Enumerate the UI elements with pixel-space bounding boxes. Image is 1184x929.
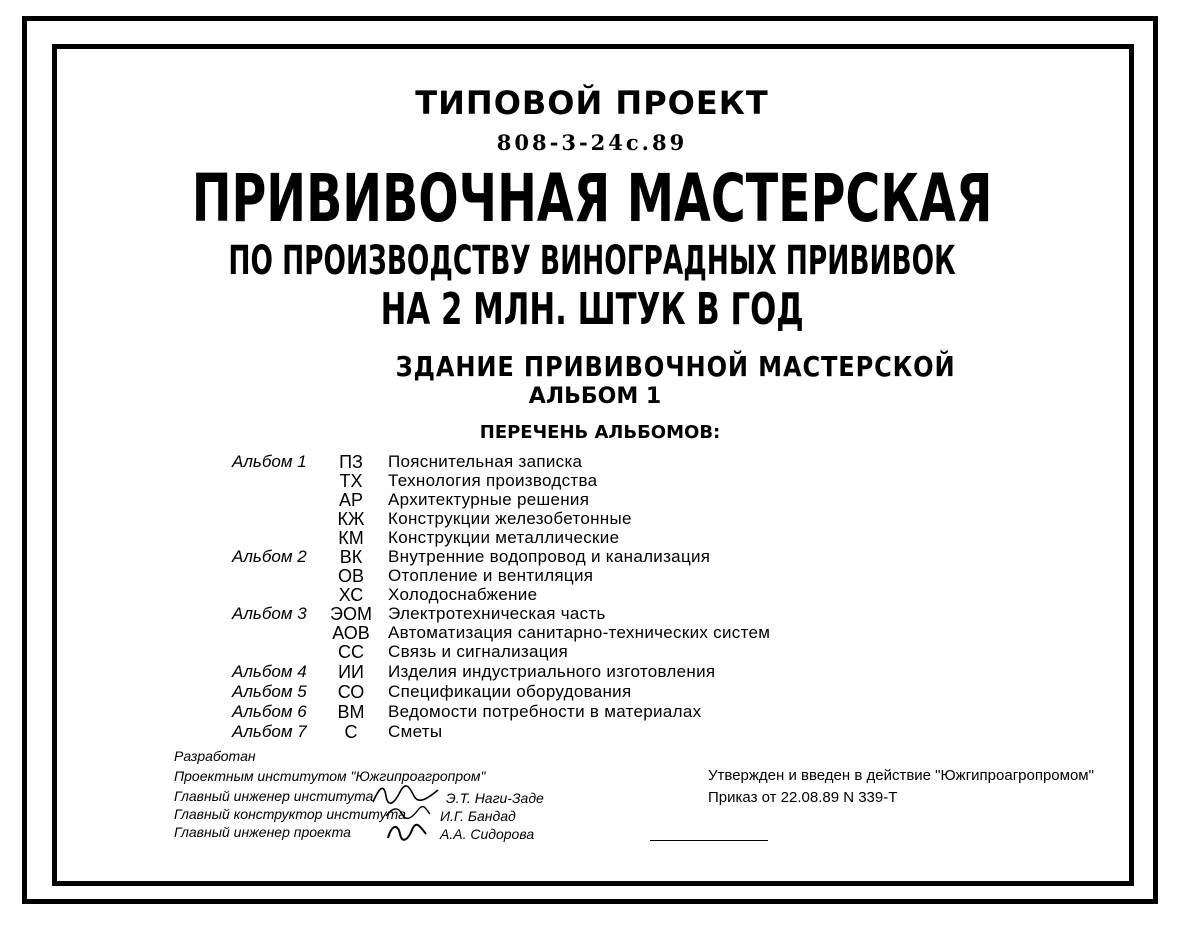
project-number: 808-3-24с.89 — [496, 130, 688, 155]
subtitle-line-1: ПО ПРОИЗВОДСТВУ ВИНОГРАДНЫХ ПРИВИВОК — [228, 238, 956, 284]
section-code: ТХ — [339, 471, 363, 491]
album-number: Альбом 1 — [232, 452, 307, 471]
section-title: Архитектурные решения — [388, 490, 590, 509]
section-title: Электротехническая часть — [388, 604, 606, 623]
section-code: ВМ — [337, 702, 365, 722]
section-code: КЖ — [337, 509, 365, 529]
album-label: АЛЬБОМ 1 — [528, 384, 662, 409]
section-code: ПЗ — [339, 452, 363, 472]
section-code: ХС — [338, 585, 364, 605]
section-title: Сметы — [388, 722, 443, 741]
section-title: Холодоснабжение — [388, 585, 538, 604]
section-code: АОВ — [332, 623, 370, 643]
signature-chief-designer — [382, 802, 434, 822]
album-number: Альбом 3 — [232, 604, 307, 623]
subtitle-line-2: НА 2 МЛН. ШТУК В ГОД — [380, 284, 804, 335]
section-code: КМ — [338, 528, 364, 548]
section-code: ЭОМ — [330, 604, 372, 624]
approval-line: Утвержден и введен в действие "Южгипроагропромом" — [708, 767, 1094, 784]
section-title: Внутренние водопровод и канализация — [388, 547, 711, 566]
section-code: СС — [338, 642, 364, 662]
section-title: Связь и сигнализация — [388, 642, 569, 661]
institute-line: Проектным институтом "Южгипроагропром" — [174, 768, 486, 784]
type-project-heading: ТИПОВОЙ ПРОЕКТ — [415, 84, 769, 122]
section-title: Спецификации оборудования — [388, 682, 632, 701]
developed-label: Разработан — [174, 748, 256, 764]
section-code: СО — [337, 682, 365, 702]
albums-list-title: ПЕРЕЧЕНЬ АЛЬБОМОВ: — [479, 422, 721, 443]
chief-designer-name: И.Г. Бандад — [440, 808, 516, 824]
project-engineer-label: Главный инженер проекта — [174, 824, 351, 840]
main-title: ПРИВИВОЧНАЯ МАСТЕРСКАЯ — [191, 160, 993, 237]
album-number: Альбом 2 — [232, 547, 307, 566]
section-title: Автоматизация санитарно-технических систем — [388, 623, 771, 642]
section-code: ИИ — [338, 662, 364, 682]
chief-designer-label: Главный конструктор института — [174, 806, 406, 822]
building-title: ЗДАНИЕ ПРИВИВОЧНОЙ МАСТЕРСКОЙ — [395, 350, 956, 383]
signature-project-engineer — [384, 820, 430, 844]
chief-engineer-name: Э.Т. Наги-Заде — [446, 790, 544, 806]
section-code: ВК — [339, 547, 363, 567]
project-engineer-name: А.А. Сидорова — [440, 826, 535, 842]
section-code: ОВ — [337, 566, 364, 586]
section-title: Пояснительная записка — [388, 452, 583, 471]
album-number: Альбом 4 — [232, 662, 307, 681]
album-number: Альбом 7 — [232, 722, 307, 741]
section-title: Конструкции металлические — [388, 528, 620, 547]
album-number: Альбом 6 — [232, 702, 307, 721]
order-line: Приказ от 22.08.89 N 339-Т — [708, 789, 898, 806]
section-title: Ведомости потребности в материалах — [388, 702, 702, 721]
section-title: Технология производства — [388, 471, 598, 490]
section-title: Конструкции железобетонные — [388, 509, 632, 528]
section-title: Отопление и вентиляция — [388, 566, 594, 585]
footer-rule — [650, 840, 768, 841]
section-code: АР — [338, 490, 363, 510]
album-number: Альбом 5 — [232, 682, 307, 701]
section-title: Изделия индустриального изготовления — [388, 662, 716, 681]
section-code: С — [344, 722, 358, 742]
chief-engineer-label: Главный инженер института — [174, 788, 374, 804]
